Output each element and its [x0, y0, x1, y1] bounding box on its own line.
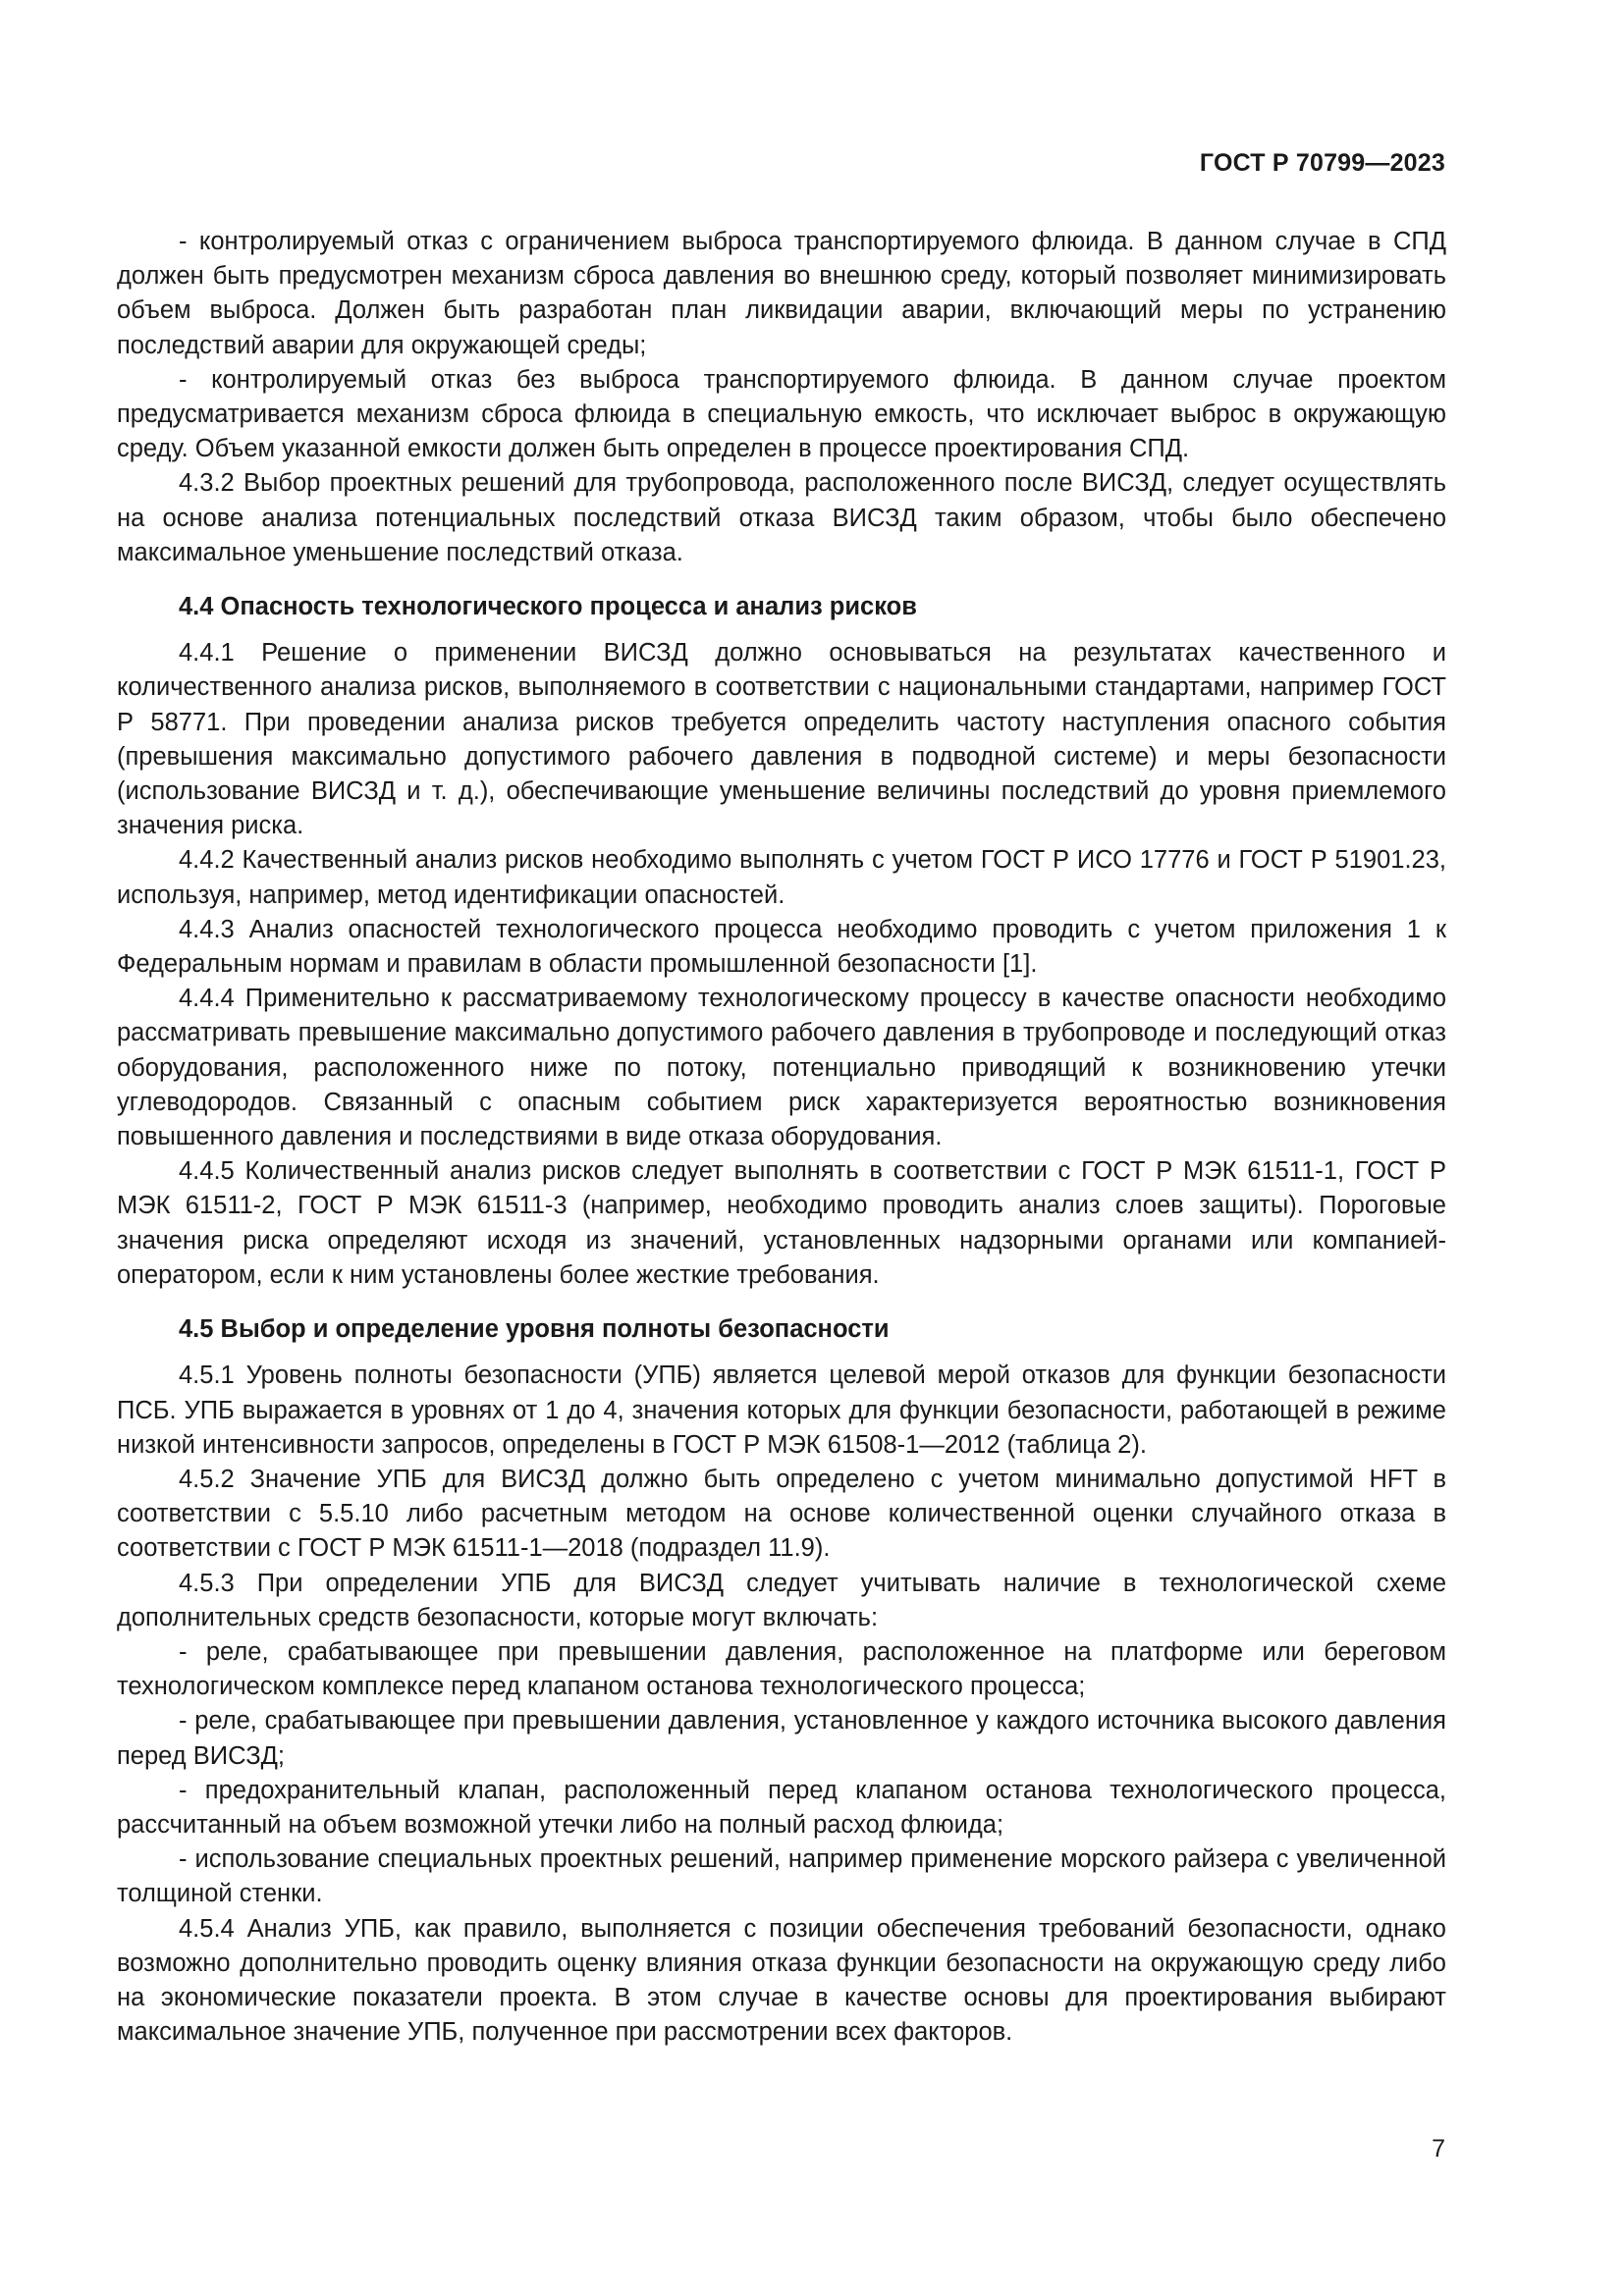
page-number: 7 [1432, 2135, 1445, 2163]
paragraph: 4.5.2 Значение УПБ для ВИСЗД должно быть определено с учетом минимально допустимой HFT в соответствии с 5.5.10 либо расчетным методом на основе количественной оценки случайного отказа в соответствии с ГОСТ Р МЭК 61511-1—2018 (подраздел 11.9). [117, 1465, 1446, 1563]
list-item: - использование специальных проектных решений, например применение морского райзера с увеличенной толщиной стенки. [117, 1845, 1446, 1908]
paragraph: 4.5.4 Анализ УПБ, как правило, выполняется с позиции обеспечения требований безопасности, однако возможно дополнительно проводить оценку влияния отказа функции безопасности на окружающую среду либо на экономические показатели проекта. В этом случае в качестве основы для проектирования выбирают максимальное значение УПБ, полученное при рассмотрении всех факторов. [117, 1914, 1446, 2047]
paragraph: 4.4.5 Количественный анализ рисков следует выполнять в соответствии с ГОСТ Р МЭК 61511-1, ГОСТ Р МЭК 61511-2, ГОСТ Р МЭК 61511-3 (например, необходимо проводить анализ слоев защиты). Пороговые значения риска определяют исходя из значений, установленных надзорными органами или компанией-оператором, если к ним установлены более жесткие требования. [117, 1157, 1446, 1289]
paragraph: 4.5.1 Уровень полноты безопасности (УПБ) является целевой мерой отказов для функции безопасности ПСБ. УПБ выражается в уровнях от 1 до 4, значения которых для функции безопасности, работающей в режиме низкой интенсивности запросов, определены в ГОСТ Р МЭК 61508-1—2012 (таблица 2). [117, 1362, 1446, 1459]
paragraph: 4.4.4 Применительно к рассматриваемому технологическому процессу в качестве опасности необходимо рассматривать превышение максимально допустимого рабочего давления в трубопроводе и последующий отказ оборудования, расположенного ниже по потоку, потенциально приводящий к возникновению утечки углеводородов. Связанный с опасным событием риск характеризуется вероятностью возникновения повышенного давления и последствиями в виде отказа оборудования. [117, 985, 1446, 1151]
document-code-header: ГОСТ Р 70799—2023 [1199, 149, 1445, 177]
section-heading-4-5: 4.5 Выбор и определение уровня полноты безопасности [179, 1315, 890, 1344]
paragraph: 4.4.1 Решение о применении ВИСЗД должно основываться на результатах качественного и количественного анализа рисков, выполняемого в соответствии с национальными стандартами, например ГОСТ Р 58771. При проведении анализа рисков требуется определить частоту наступления опасного события (превышения максимально допустимого рабочего давления в подводной системе) и меры безопасности (использование ВИСЗД и т. д.), обеспечивающие уменьшение величины последствий до уровня приемлемого значения риска. [117, 639, 1446, 840]
document-body [117, 225, 1446, 2050]
paragraph: 4.5.3 При определении УПБ для ВИСЗД следует учитывать наличие в технологической схеме дополнительных средств безопасности, которые могут включать: [117, 1569, 1446, 1631]
paragraph: 4.4.2 Качественный анализ рисков необходимо выполнять с учетом ГОСТ Р ИСО 17776 и ГОСТ Р 51901.23, используя, например, метод идентификации опасностей. [117, 846, 1446, 909]
list-item: - реле, срабатывающее при превышении давления, установленное у каждого источника высокого давления перед ВИСЗД; [117, 1707, 1446, 1770]
paragraph: 4.3.2 Выбор проектных решений для трубопровода, расположенного после ВИСЗД, следует осуществлять на основе анализа потенциальных последствий отказа ВИСЗД таким образом, чтобы было обеспечено максимальное уменьшение последствий отказа. [117, 469, 1446, 566]
section-heading-4-4: 4.4 Опасность технологического процесса и анализ рисков [179, 593, 917, 621]
paragraph: - контролируемый отказ без выброса транспортируемого флюида. В данном случае проектом предусматривается механизм сброса флюида в специальную емкость, что исключает выброс в окружающую среду. Объем указанной емкости должен быть определен в процессе проектирования СПД. [117, 365, 1446, 463]
list-item: - реле, срабатывающее при превышении давления, расположенное на платформе или береговом технологическом комплексе перед клапаном останова технологического процесса; [117, 1637, 1446, 1701]
list-item: - предохранительный клапан, расположенный перед клапаном останова технологического процесса, рассчитанный на объем возможной утечки либо на полный расход флюида; [117, 1776, 1446, 1839]
paragraph: - контролируемый отказ с ограничением выброса транспортируемого флюида. В данном случае в СПД должен быть предусмотрен механизм сброса давления во внешнюю среду, который позволяет минимизировать объем выброса. Должен быть разработан план ликвидации аварии, включающий меры по устранению последствий аварии для окружающей среды; [117, 228, 1446, 359]
paragraph: 4.4.3 Анализ опасностей технологического процесса необходимо проводить с учетом приложения 1 к Федеральным нормам и правилам в области промышленной безопасности [1]. [117, 915, 1446, 979]
